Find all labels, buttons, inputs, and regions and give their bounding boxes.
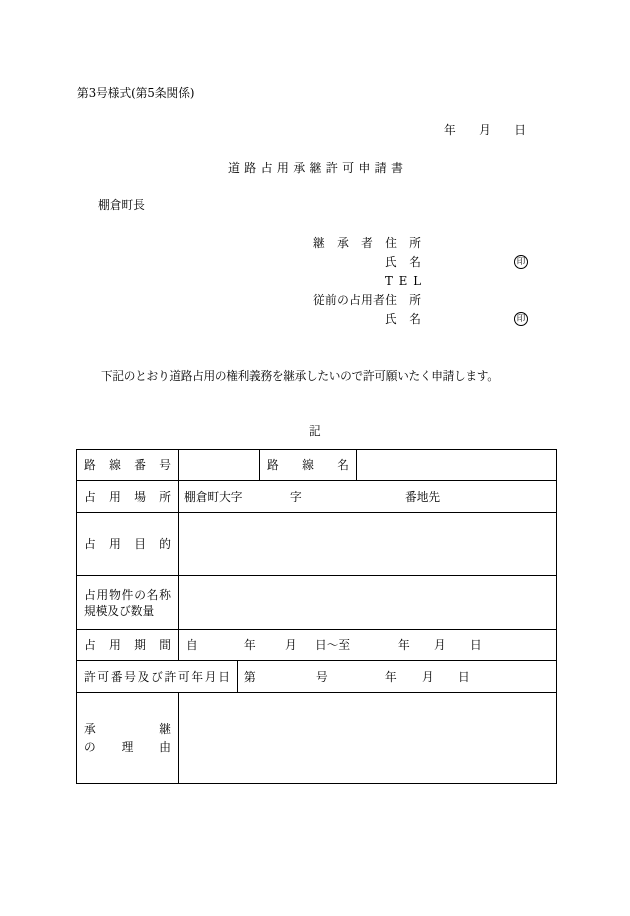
previous-occupant-name-label [385,312,421,326]
occupied-object-value-cell [178,575,557,630]
occupancy-location-value-cell [178,480,557,513]
document-title [228,161,403,175]
label-glyph: 前 [325,293,337,307]
occupancy-location-label [84,490,171,504]
label-glyph: び [151,669,163,684]
label-glyph: 書 [390,161,403,175]
label-glyph [325,236,337,250]
label-glyph: の [134,587,146,602]
label-glyph [397,255,409,269]
label-glyph: 名 [409,255,421,269]
route-number-value-cell [178,449,260,481]
succession-reason-label-line1 [84,720,171,738]
route-number-label [84,458,171,472]
label-glyph: 日 [514,123,526,137]
label-glyph: 的 [159,537,171,551]
date-line [444,123,526,137]
label-glyph: 者 [373,293,385,307]
succession-reason-label-line2 [84,738,171,756]
label-glyph [147,537,159,551]
label-glyph: 番 [110,669,123,684]
label-glyph [122,458,134,472]
label-glyph [147,458,159,472]
route-name-label [267,458,348,472]
label-glyph: 用 [109,638,121,652]
label-glyph: 用 [361,293,373,307]
label-glyph: 占 [84,489,96,504]
label-glyph: 承 [293,161,306,175]
period-to-year-unit: 年 [398,638,410,652]
occupancy-purpose-label [84,537,171,551]
occupied-object-scale-label: 規模及び数量 [84,603,155,618]
succession-reason-value-cell [178,692,557,784]
label-glyph [97,537,109,551]
route-name-value-cell [356,449,557,481]
permit-number-date-value-cell [237,660,557,693]
occupancy-location-label-cell [76,480,179,513]
occupancy-period-label-cell [76,629,179,661]
label-glyph: 用 [96,587,109,602]
label-glyph: 許 [325,161,338,175]
label-glyph: 用 [276,161,289,175]
label-glyph [397,312,409,326]
label-glyph: 由 [159,740,171,754]
permit-month-unit: 月 [422,669,434,684]
label-glyph: 理 [121,740,134,754]
label-glyph: の [337,293,349,307]
addressee: 棚倉町長 [98,198,145,212]
label-glyph [456,123,468,137]
label-glyph: 可 [177,669,190,684]
label-glyph [122,638,134,652]
label-glyph [290,458,302,472]
label-glyph: 月 [204,669,217,684]
label-glyph: 占 [349,293,361,307]
location-aza-marker: 字 [290,489,302,504]
successor-address-label [313,236,421,250]
label-glyph [397,293,409,307]
label-glyph: 所 [409,236,421,250]
label-glyph: 継 [313,236,325,250]
label-glyph: 占 [84,537,96,551]
permit-number-suffix: 号 [316,669,328,684]
label-glyph: 占 [84,638,96,652]
period-from-year-unit: 年 [244,638,256,652]
label-glyph: L [413,274,421,288]
period-to-month-unit: 月 [434,638,446,652]
label-glyph: 許 [84,669,96,684]
label-glyph: 住 [385,293,397,307]
label-glyph [97,638,109,652]
label-glyph: 道 [228,161,241,175]
successor-name-label [385,255,421,269]
label-glyph: 年 [191,669,204,684]
label-glyph: 所 [159,489,171,504]
label-glyph: 月 [479,123,491,137]
permit-number-date-label-cell [76,660,238,693]
label-glyph: 許 [164,669,177,684]
label-glyph [147,490,159,504]
label-glyph: の [84,740,96,754]
occupancy-period-value-cell [178,629,557,661]
label-glyph [97,458,109,472]
label-glyph: 期 [134,638,146,652]
succession-reason-label-cell [76,692,179,784]
label-glyph: 所 [409,293,421,307]
label-glyph: 路 [244,161,257,175]
permit-number-prefix: 第 [244,669,256,684]
label-glyph: 目 [134,537,146,551]
label-glyph [467,123,479,137]
period-to-day-unit: 日 [470,638,482,652]
label-glyph [349,236,361,250]
label-glyph: 場 [134,489,146,504]
occupancy-purpose-value-cell [178,512,557,576]
previous-occupant-seal-mark: 印 [514,312,528,326]
label-glyph: 称 [159,587,171,602]
successor-seal-mark: 印 [514,255,528,269]
route-number-label-cell [76,449,179,481]
label-glyph [314,458,326,472]
previous-occupant-address-label [313,293,421,307]
label-glyph [279,458,291,472]
label-glyph [122,537,134,551]
label-glyph: 可 [97,669,110,684]
label-glyph [103,720,115,738]
label-glyph [397,236,409,250]
permit-year-unit: 年 [385,669,397,684]
label-glyph: 継 [309,161,322,175]
label-glyph: 路 [84,458,96,472]
label-glyph [122,490,134,504]
label-glyph: 用 [109,489,121,504]
permit-day-unit: 日 [458,669,470,684]
label-glyph: 請 [374,161,387,175]
label-glyph: 間 [159,638,171,652]
application-statement: 下記のとおり道路占用の権利義務を継承したいので許可願いたく申請します。 [101,369,499,383]
label-glyph [503,123,515,137]
label-glyph [122,720,134,738]
label-glyph: 占 [260,161,273,175]
label-glyph: 番 [134,458,146,472]
label-glyph [147,638,159,652]
location-lot-suffix: 番地先 [405,489,441,504]
label-glyph: E [398,274,408,288]
label-glyph: 占 [84,587,96,602]
label-glyph [103,738,115,756]
tel-label [385,274,421,288]
label-glyph: 住 [385,236,397,250]
label-glyph [97,490,109,504]
label-glyph: T [385,274,393,288]
form-number-label: 第3号様式(第5条関係) [77,86,195,100]
label-glyph: 承 [337,236,349,250]
label-glyph: 線 [109,458,121,472]
route-name-label-cell [259,449,357,481]
label-glyph: 継 [159,722,171,736]
label-glyph: 号 [159,458,171,472]
notes-heading: 記 [309,424,321,438]
label-glyph: 氏 [385,312,397,326]
occupied-object-label-cell [76,575,179,630]
period-from-day-to-marker: 日～至 [315,638,351,652]
label-glyph: 線 [302,458,314,472]
label-glyph [140,720,152,738]
label-glyph [373,236,385,250]
label-glyph: 承 [84,722,96,736]
label-glyph [140,738,152,756]
period-from-marker: 自 [186,638,198,652]
label-glyph: 用 [109,537,121,551]
occupancy-purpose-label-cell [76,512,179,576]
label-glyph: 及 [137,669,150,684]
label-glyph: 号 [124,669,136,684]
label-glyph: 申 [358,161,371,175]
label-glyph: 年 [444,123,456,137]
occupied-object-name-label [84,587,171,603]
location-village-prefix: 棚倉町大字 [184,489,243,504]
label-glyph: 路 [267,458,279,472]
occupancy-period-label [84,638,171,652]
label-glyph: 名 [409,312,421,326]
label-glyph [491,123,503,137]
label-glyph: 物 [109,587,121,602]
permit-number-date-label [84,670,230,684]
application-table [76,449,557,784]
label-glyph: 日 [218,669,230,684]
label-glyph: 件 [121,587,134,602]
label-glyph: 名 [146,587,159,602]
label-glyph: 従 [313,293,325,307]
label-glyph: 可 [342,161,355,175]
label-glyph: 者 [361,236,373,250]
label-glyph: 氏 [385,255,397,269]
period-from-month-unit: 月 [285,638,297,652]
label-glyph [326,458,338,472]
label-glyph: 名 [337,458,349,472]
